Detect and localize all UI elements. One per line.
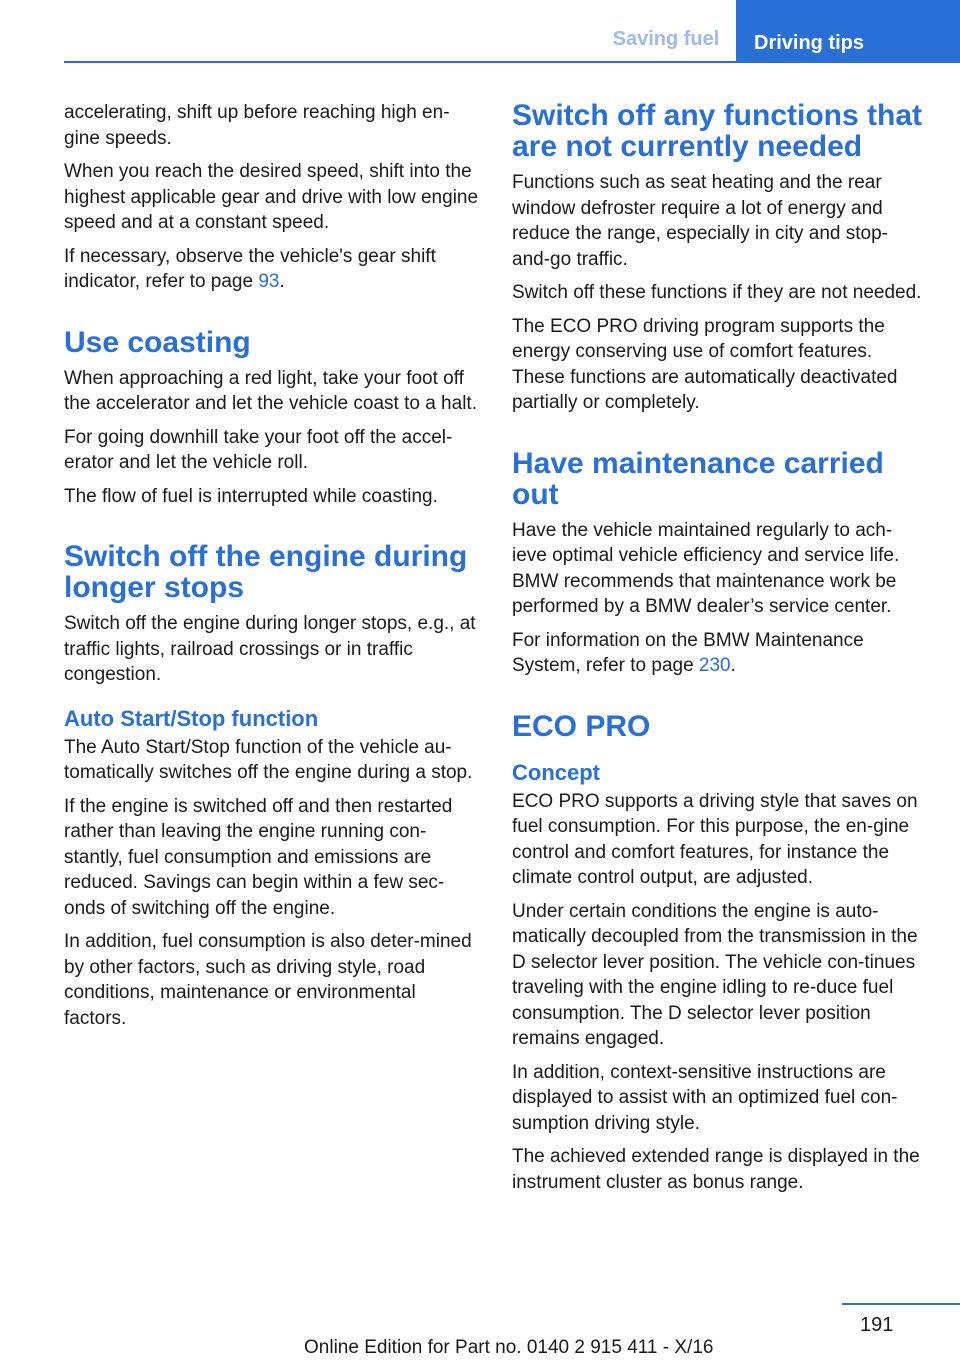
edition-note: Online Edition for Part no. 0140 2 915 411 - X/16 xyxy=(304,1337,714,1358)
paragraph-with-reference: For information on the BMW Maintenance System, refer to page 230. xyxy=(512,629,864,676)
page-reference-link[interactable]: 230 xyxy=(698,655,731,676)
paragraph: In addition, context-sensitive instructions are displayed to assist with an optimized fuel con-sumption driving style. xyxy=(512,1061,898,1134)
paragraph: Switch off the engine during longer stops, e.g., at traffic lights, railroad crossings or in traffic congestion. xyxy=(64,613,476,685)
heading-eco-pro: ECO PRO xyxy=(512,709,651,743)
right-column xyxy=(512,100,922,1203)
paragraph: The ECO PRO driving program supports the energy conserving use of comfort features. These functions are automatically deactivated partially or completely. xyxy=(512,315,898,413)
page-number: 191 xyxy=(860,1314,894,1336)
heading-maintenance: Have maintenance carried out xyxy=(512,446,884,511)
chapter-tab[interactable]: Saving fuel xyxy=(612,28,720,50)
subheading-auto-start-stop: Auto Start/Stop function xyxy=(64,705,319,731)
paragraph: The flow of fuel is interrupted while coasting. xyxy=(64,485,438,507)
paragraph: When approaching a red light, take your foot off the accelerator and let the vehicle coast to a halt. xyxy=(64,367,477,414)
paragraph: ECO PRO supports a driving style that saves on fuel consumption. For this purpose, the en-gine control and comfort features, for instance the climate control output, are adjusted. xyxy=(512,790,918,888)
paragraph: Functions such as seat heating and the rear window defroster require a lot of energy and reduce the range, especially in city and stop-and-go traffic. xyxy=(512,172,888,270)
paragraph: The achieved extended range is displayed in the instrument cluster as bonus range. xyxy=(512,1146,920,1193)
paragraph: Switch off these functions if they are not needed. xyxy=(512,282,922,303)
heading-switch-off-functions: Switch off any functions that are not currently needed xyxy=(512,99,922,163)
paragraph-text: If necessary, observe the vehicle's gear shift indicator, refer to page xyxy=(64,245,436,292)
left-column xyxy=(64,100,482,1039)
paragraph: When you reach the desired speed, shift into the highest applicable gear and drive with low engine speed and at a constant speed. xyxy=(64,161,479,233)
paragraph: The Auto Start/Stop function of the vehicle au-tomatically switches off the engine during a stop. xyxy=(64,736,473,783)
paragraph-with-reference: If necessary, observe the vehicle's gear shift indicator, refer to page 93. xyxy=(64,245,436,292)
paragraph: If the engine is switched off and then restarted rather than leaving the engine running con-stantly, fuel consumption and emissions are reduced. Savings can begin within a few sec-onds of switching off the engine. xyxy=(64,795,453,919)
header-rule xyxy=(64,61,960,63)
paragraph: Have the vehicle maintained regularly to ach-ieve optimal vehicle efficiency and service life. BMW recommends that maintenance work be performed by a BMW dealer’s service center. xyxy=(512,519,900,617)
heading-use-coasting: Use coasting xyxy=(64,325,251,359)
page-reference-link[interactable]: 93 xyxy=(258,271,280,292)
page-header xyxy=(0,24,960,64)
subheading-concept: Concept xyxy=(512,759,600,785)
paragraph: accelerating, shift up before reaching high en-gine speeds. xyxy=(64,102,450,149)
paragraph: Under certain conditions the engine is auto-matically decoupled from the transmission in the D selector lever position. The vehicle con-tinues traveling with the engine idling to re-duce fuel consumption. The D selector lever position remains engaged. xyxy=(512,900,918,1049)
paragraph: For going downhill take your foot off the accel-erator and let the vehicle roll. xyxy=(64,426,453,473)
footer-rule xyxy=(842,1303,960,1305)
section-tab[interactable]: Driving tips xyxy=(736,0,960,63)
heading-switch-off-engine: Switch off the engine during longer stops xyxy=(64,540,468,604)
paragraph: In addition, fuel consumption is also deter-mined by other factors, such as driving style, road conditions, maintenance or environmental factors. xyxy=(64,931,472,1029)
paragraph-text: For information on the BMW Maintenance System, refer to page xyxy=(512,629,864,676)
